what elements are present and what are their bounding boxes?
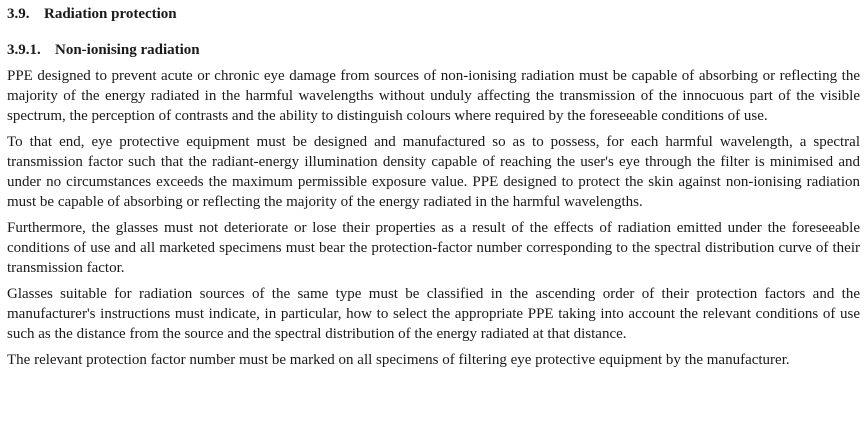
section-heading	[7, 5, 860, 23]
paragraph: To that end, eye protective equipment must be designed and manufactured so as to possess, for each harmful wavelength, a spectral transmission factor such that the radiant-energy illumination density capable of reaching the user's eye through the filter is minimised and under no circumstances exceeds the maximum permissible exposure value. PPE designed to protect the skin against non-ionising radiation must be capable of absorbing or reflecting the majority of the energy radiated in the harmful wavelengths.	[7, 134, 860, 210]
paragraph: PPE designed to prevent acute or chronic eye damage from sources of non-ionising radiation must be capable of absorbing or reflecting the majority of the energy radiated in the harmful wavelengths without unduly affecting the transmission of the innocuous part of the visible spectrum, the perception of contrasts and the ability to distinguish colours where required by the foreseeable conditions of use.	[7, 68, 860, 124]
subsection-title: Non-ionising radiation	[55, 42, 200, 58]
section-number: 3.9.	[7, 6, 30, 22]
subsection-heading	[7, 41, 860, 59]
paragraph: Furthermore, the glasses must not deteriorate or lose their properties as a result of the effects of radiation emitted under the foreseeable conditions of use and all marketed specimens must bear the protection-factor number corresponding to the spectral distribution curve of their transmission factor.	[7, 220, 860, 276]
section-title: Radiation protection	[44, 6, 177, 22]
paragraph: Glasses suitable for radiation sources of the same type must be classified in the ascending order of their protection factors and the manufacturer's instructions must indicate, in particular, how to select the appropriate PPE taking into account the relevant conditions of use such as the distance from the source and the spectral distribution of the energy radiated at that distance.	[7, 286, 860, 342]
subsection-number: 3.9.1.	[7, 42, 41, 58]
paragraph: The relevant protection factor number must be marked on all specimens of filtering eye protective equipment by the manufacturer.	[7, 352, 790, 368]
